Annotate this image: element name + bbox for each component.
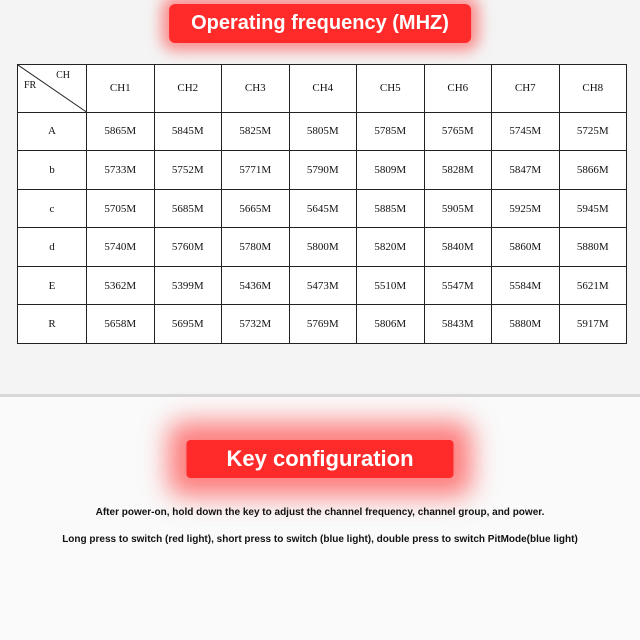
frequency-cell: 5695M — [154, 305, 222, 344]
frequency-cell: 5790M — [289, 151, 357, 190]
frequency-cell: 5820M — [357, 228, 425, 267]
frequency-cell: 5771M — [222, 151, 290, 190]
frequency-cell: 5733M — [87, 151, 155, 190]
row-band-label: R — [18, 305, 87, 344]
frequency-cell: 5725M — [559, 112, 627, 151]
frequency-cell: 5510M — [357, 266, 425, 305]
column-header: CH3 — [222, 65, 290, 113]
frequency-cell: 5785M — [357, 112, 425, 151]
key-instruction-line-1: After power-on, hold down the key to adjust the channel frequency, channel group, and power. — [95, 507, 545, 518]
table-row — [18, 266, 627, 305]
frequency-cell: 5584M — [492, 266, 560, 305]
frequency-cell: 5780M — [222, 228, 290, 267]
column-header: CH5 — [357, 65, 425, 113]
frequency-cell: 5925M — [492, 189, 560, 228]
frequency-cell: 5752M — [154, 151, 222, 190]
corner-column-label: CH — [56, 70, 70, 81]
column-header: CH6 — [424, 65, 492, 113]
frequency-cell: 5547M — [424, 266, 492, 305]
table-row — [18, 112, 627, 151]
frequency-cell: 5805M — [289, 112, 357, 151]
row-band-label: A — [18, 112, 87, 151]
frequency-cell: 5362M — [87, 266, 155, 305]
row-band-label: d — [18, 228, 87, 267]
frequency-cell: 5865M — [87, 112, 155, 151]
frequency-cell: 5765M — [424, 112, 492, 151]
frequency-cell: 5845M — [154, 112, 222, 151]
frequency-cell: 5917M — [559, 305, 627, 344]
frequency-cell: 5473M — [289, 266, 357, 305]
frequency-cell: 5800M — [289, 228, 357, 267]
frequency-cell: 5885M — [357, 189, 425, 228]
row-band-label: b — [18, 151, 87, 190]
frequency-cell: 5732M — [222, 305, 290, 344]
frequency-cell: 5685M — [154, 189, 222, 228]
table-header-row — [18, 65, 627, 113]
frequency-cell: 5645M — [289, 189, 357, 228]
frequency-cell: 5945M — [559, 189, 627, 228]
frequency-title-banner: Operating frequency (MHZ) — [169, 4, 471, 43]
frequency-cell: 5665M — [222, 189, 290, 228]
corner-cell — [18, 65, 87, 113]
column-header: CH1 — [87, 65, 155, 113]
table-row — [18, 189, 627, 228]
frequency-cell: 5740M — [87, 228, 155, 267]
frequency-cell: 5745M — [492, 112, 560, 151]
frequency-cell: 5809M — [357, 151, 425, 190]
column-header: CH4 — [289, 65, 357, 113]
frequency-cell: 5705M — [87, 189, 155, 228]
frequency-cell: 5905M — [424, 189, 492, 228]
frequency-cell: 5843M — [424, 305, 492, 344]
frequency-cell: 5860M — [492, 228, 560, 267]
row-band-label: E — [18, 266, 87, 305]
table-row — [18, 151, 627, 190]
frequency-cell: 5399M — [154, 266, 222, 305]
frequency-cell: 5847M — [492, 151, 560, 190]
key-config-title-banner: Key configuration — [186, 440, 453, 478]
key-section — [0, 397, 640, 640]
row-band-label: c — [18, 189, 87, 228]
table-row — [18, 305, 627, 344]
column-header: CH7 — [492, 65, 560, 113]
column-header: CH2 — [154, 65, 222, 113]
key-instruction-line-2: Long press to switch (red light), short press to switch (blue light), double press to switch PitMode(blue light) — [62, 534, 578, 545]
frequency-cell: 5880M — [492, 305, 560, 344]
frequency-cell: 5658M — [87, 305, 155, 344]
frequency-cell: 5866M — [559, 151, 627, 190]
frequency-cell: 5840M — [424, 228, 492, 267]
frequency-cell: 5769M — [289, 305, 357, 344]
frequency-table — [17, 64, 627, 344]
corner-row-label: FR — [24, 80, 37, 91]
frequency-cell: 5806M — [357, 305, 425, 344]
frequency-cell: 5760M — [154, 228, 222, 267]
frequency-cell: 5880M — [559, 228, 627, 267]
table-row — [18, 228, 627, 267]
frequency-cell: 5828M — [424, 151, 492, 190]
frequency-cell: 5436M — [222, 266, 290, 305]
frequency-cell: 5825M — [222, 112, 290, 151]
column-header: CH8 — [559, 65, 627, 113]
frequency-cell: 5621M — [559, 266, 627, 305]
